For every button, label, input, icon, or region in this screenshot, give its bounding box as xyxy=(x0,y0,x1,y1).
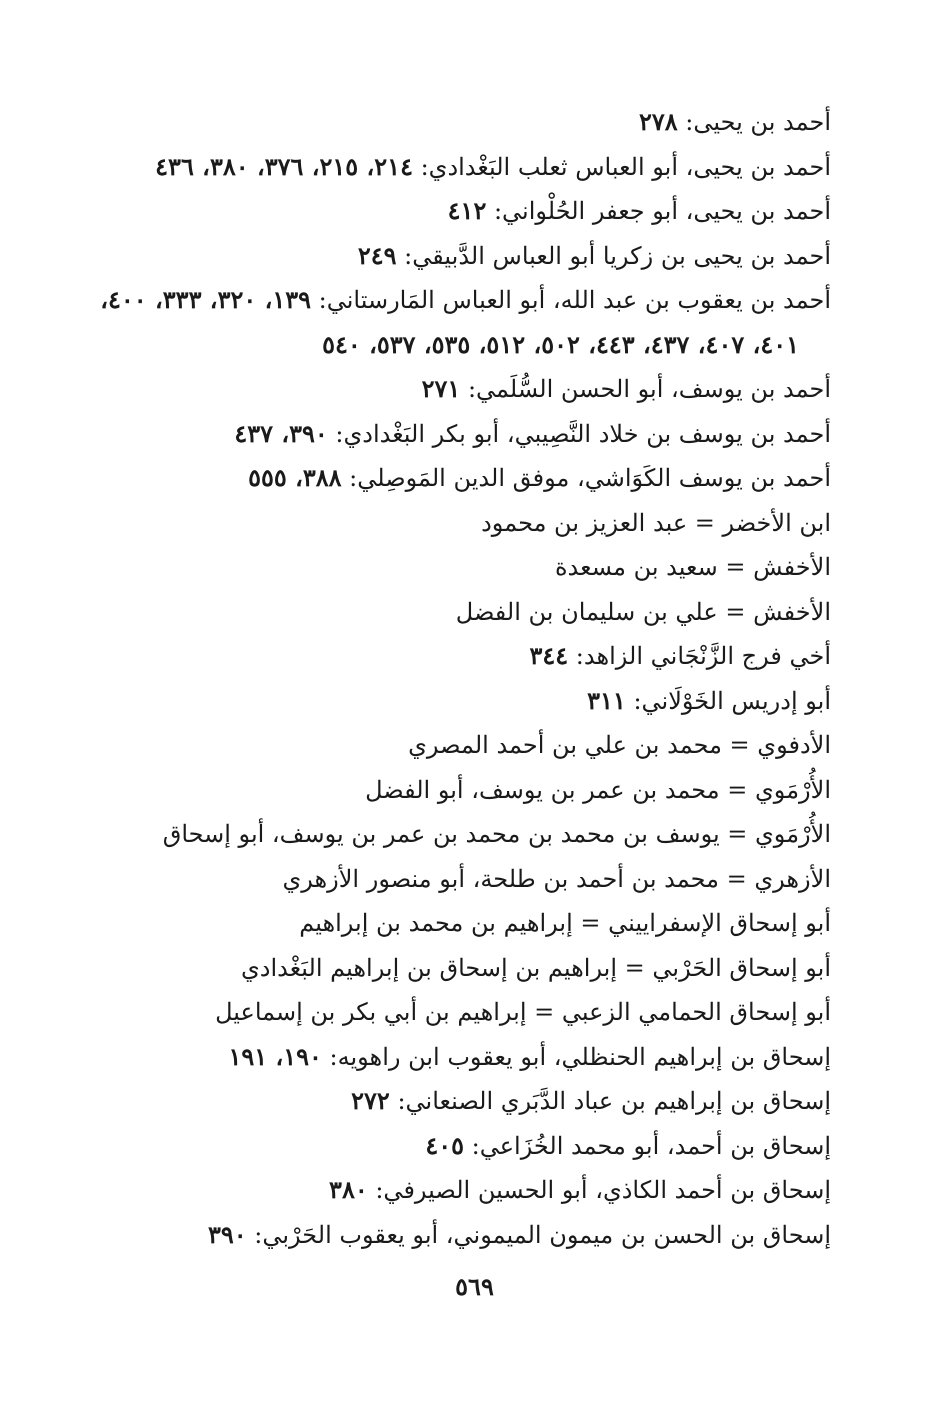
entry-name: الأخفش = علي بن سليمان بن الفضل xyxy=(455,597,831,626)
entry-pages: ٤١٢ xyxy=(447,196,487,225)
entry-name: الأُرْمَوي = يوسف بن محمد بن محمد بن عمر بن يوسف، أبو إسحاق xyxy=(162,820,831,848)
entry-name: أبو إسحاق الحَرْبي = إبراهيم بن إسحاق بن إبراهيم البَغْدادي xyxy=(240,953,831,982)
entry-name: أحمد بن يحيى بن زكريا أبو العباس الدَّبيقي: xyxy=(396,241,831,270)
index-entry xyxy=(121,412,831,457)
index-entry xyxy=(121,234,831,279)
index-entry xyxy=(121,990,831,1035)
entry-pages: ٣٩٠، ٤٣٧ xyxy=(234,418,328,448)
entry-name: أحمد بن يعقوب بن عبد الله، أبو العباس المَارستاني: xyxy=(311,286,831,314)
index-entry xyxy=(121,100,831,145)
entry-pages: ٢١٤، ٢١٥، ٣٧٦، ٣٨٠، ٤٣٦ xyxy=(155,151,413,181)
entry-name: أحمد بن يحيى، أبو العباس ثعلب البَغْدادي: xyxy=(412,152,831,181)
page-number: ٥٦٩ xyxy=(455,1272,494,1301)
entry-pages: ٣٨٠ xyxy=(329,1175,368,1204)
index-entry xyxy=(121,456,831,501)
entry-name: الأُرْمَوي = محمد بن عمر بن يوسف، أبو الفضل xyxy=(365,775,831,804)
entry-name: أحمد بن يوسف بن خلاد النَّصِيبي، أبو بكر البَغْدادي: xyxy=(327,419,831,448)
index-entry xyxy=(121,946,831,991)
index-entry xyxy=(121,768,831,813)
entry-name: أخي فرج الزَّنْجَاني الزاهد: xyxy=(568,642,831,670)
index-entry xyxy=(121,723,831,768)
index-entry-continuation xyxy=(121,323,831,368)
entry-pages: ١٣٩، ٣٢٠، ٣٣٣، ٤٠٠، xyxy=(100,285,312,314)
index-entry xyxy=(121,1168,831,1213)
index-entry xyxy=(121,634,831,679)
entry-pages: ٣١١ xyxy=(587,685,626,715)
entry-pages: ٣٨٨، ٥٥٥ xyxy=(248,463,342,492)
entry-name: أحمد بن يوسف الكَوَاشي، موفق الدين المَوصِلي: xyxy=(341,464,831,492)
index-entry xyxy=(121,679,831,724)
index-entry xyxy=(121,590,831,635)
index-entry xyxy=(121,901,831,946)
index-entry xyxy=(121,1035,831,1080)
entry-pages: ٢٧٢ xyxy=(351,1086,390,1115)
index-entry xyxy=(121,501,831,546)
index-entry xyxy=(121,545,831,590)
index-entry xyxy=(121,145,831,190)
entry-name: الأدفوي = محمد بن علي بن أحمد المصري xyxy=(408,731,831,759)
entry-name: أبو إسحاق الإسفراييني = إبراهيم بن محمد بن إبراهيم xyxy=(299,909,831,937)
index-entry xyxy=(121,1124,831,1169)
entry-pages: ٢٧١ xyxy=(421,374,461,403)
entry-pages: ٢٧٨ xyxy=(639,107,678,136)
index-entry xyxy=(100,278,831,323)
entry-pages: ٣٩٠ xyxy=(207,1219,247,1249)
index-entry xyxy=(121,1213,831,1258)
entry-name: إسحاق بن إبراهيم الحنظلي، أبو يعقوب ابن راهويه: xyxy=(321,1042,831,1071)
entry-pages: ٣٤٤ xyxy=(529,641,569,670)
entry-name: الأخفش = سعيد بن مسعدة xyxy=(554,553,831,581)
entry-name: إسحاق بن الحسن بن ميمون الميموني، أبو يعقوب الحَرْبي: xyxy=(246,1220,831,1249)
entry-name: الأزهري = محمد بن أحمد بن طلحة، أبو منصور الأزهري xyxy=(282,864,831,893)
entry-name: أحمد بن يحيى: xyxy=(677,108,831,136)
index-entry xyxy=(121,189,831,234)
entry-name: إسحاق بن إبراهيم بن عباد الدَّبَري الصنعاني: xyxy=(389,1087,831,1115)
entry-pages: ٢٤٩ xyxy=(357,240,397,270)
entry-pages: ٤٠٥ xyxy=(425,1130,464,1160)
entry-pages: ١٩٠، ١٩١ xyxy=(228,1041,322,1071)
index-entry xyxy=(121,367,831,412)
entry-name: إسحاق بن أحمد الكاذي، أبو الحسين الصيرفي: xyxy=(367,1176,831,1204)
index-entry xyxy=(121,812,831,857)
entry-name: أحمد بن يوسف، أبو الحسن السُّلَمي: xyxy=(460,375,831,403)
entry-pages: ٤٠١، ٤٠٧، ٤٣٧، ٤٤٣، ٥٠٢، ٥١٢، ٥٣٥، ٥٣٧، ٥٤٠ xyxy=(322,329,799,359)
index-entries xyxy=(100,100,831,1257)
entry-name: أحمد بن يحيى، أبو جعفر الحُلْواني: xyxy=(486,197,831,225)
entry-name: أبو إدريس الخَوْلَاني: xyxy=(625,686,831,715)
entry-name: إسحاق بن أحمد، أبو محمد الخُزَاعي: xyxy=(463,1131,831,1160)
index-entry xyxy=(121,1079,831,1124)
entry-name: ابن الأخضر = عبد العزيز بن محمود xyxy=(481,508,831,537)
entry-name: أبو إسحاق الحمامي الزعبي = إبراهيم بن أبي بكر بن إسماعيل xyxy=(215,998,831,1026)
index-entry xyxy=(121,857,831,902)
